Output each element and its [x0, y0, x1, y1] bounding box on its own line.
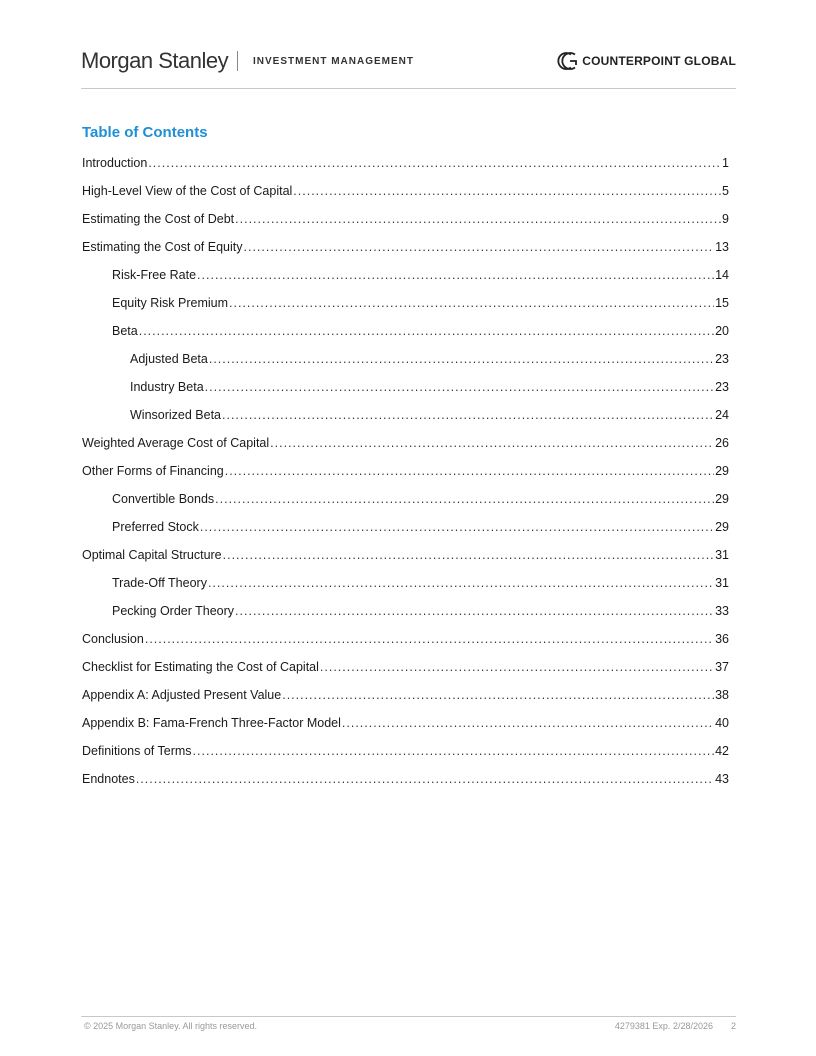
toc-leader-dots: [136, 772, 714, 786]
toc-leader-dots: [225, 464, 714, 478]
toc-leader-dots: [320, 660, 714, 674]
toc-entry[interactable]: [82, 604, 729, 632]
header-rule: [81, 88, 736, 89]
toc-entry[interactable]: [82, 212, 729, 240]
toc-entry[interactable]: [82, 240, 729, 268]
toc-entry[interactable]: [82, 716, 729, 744]
toc-entry-page[interactable]: 31: [715, 548, 729, 562]
toc-entry-page[interactable]: 20: [715, 324, 729, 338]
toc-entry[interactable]: [82, 156, 729, 184]
toc-entry-page[interactable]: 38: [715, 688, 729, 702]
counterpoint-c-icon: [556, 50, 578, 72]
toc-entry[interactable]: [82, 464, 729, 492]
toc-entry[interactable]: [82, 632, 729, 660]
toc-entry[interactable]: [82, 520, 729, 548]
footer-page-number: 2: [730, 1021, 736, 1031]
toc-leader-dots: [282, 688, 714, 702]
toc-entry[interactable]: [82, 324, 729, 352]
header-divider: [237, 51, 238, 71]
toc-entry-page[interactable]: 23: [715, 352, 729, 366]
toc-leader-dots: [139, 324, 714, 338]
toc-entry-title[interactable]: Estimating the Cost of Equity: [82, 240, 243, 254]
toc-entry-page[interactable]: 36: [715, 632, 729, 646]
footer-right: [615, 1021, 736, 1031]
counterpoint-label: COUNTERPOINT GLOBAL: [582, 54, 736, 68]
toc-leader-dots: [235, 212, 721, 226]
toc-entry[interactable]: [82, 772, 729, 800]
toc-entry-page[interactable]: 15: [715, 296, 729, 310]
toc-entry-title[interactable]: Endnotes: [82, 772, 135, 786]
toc-entry-page[interactable]: 42: [715, 744, 729, 758]
toc-leader-dots: [148, 156, 721, 170]
toc-entry-title[interactable]: Definitions of Terms: [82, 744, 192, 758]
toc-entry-page[interactable]: 26: [715, 436, 729, 450]
toc-entry-page[interactable]: 9: [722, 212, 729, 226]
toc-entry-page[interactable]: 14: [715, 268, 729, 282]
toc-leader-dots: [235, 604, 714, 618]
toc-entry-page[interactable]: 43: [715, 772, 729, 786]
toc-leader-dots: [222, 408, 714, 422]
toc-entry[interactable]: [82, 436, 729, 464]
toc-entry-title[interactable]: Appendix A: Adjusted Present Value: [82, 688, 282, 702]
toc-leader-dots: [215, 492, 714, 506]
toc-entry[interactable]: [82, 688, 729, 716]
toc-entry-title[interactable]: Industry Beta: [130, 380, 204, 394]
morgan-stanley-logo: Morgan Stanley: [81, 48, 229, 73]
toc-leader-dots: [244, 240, 715, 254]
toc-entry-title[interactable]: Pecking Order Theory: [112, 604, 235, 618]
toc-entry-title[interactable]: Trade-Off Theory: [112, 576, 207, 590]
toc-entry[interactable]: [82, 184, 729, 212]
footer-rule: [81, 1016, 736, 1017]
toc-entry-page[interactable]: 24: [715, 408, 729, 422]
toc-entry[interactable]: [82, 744, 729, 772]
toc-entry-title[interactable]: Convertible Bonds: [112, 492, 215, 506]
toc-entry-title[interactable]: High-Level View of the Cost of Capital: [82, 184, 293, 198]
toc-entry-page[interactable]: 29: [715, 520, 729, 534]
toc-entry-page[interactable]: 40: [715, 716, 729, 730]
toc-entry-page[interactable]: 5: [722, 184, 729, 198]
toc-entry[interactable]: [82, 408, 729, 436]
toc-entry-title[interactable]: Equity Risk Premium: [112, 296, 228, 310]
table-of-contents: [82, 156, 729, 800]
toc-leader-dots: [342, 716, 714, 730]
toc-entry[interactable]: [82, 380, 729, 408]
toc-entry-title[interactable]: Adjusted Beta: [130, 352, 208, 366]
toc-entry-page[interactable]: 31: [715, 576, 729, 590]
toc-leader-dots: [293, 184, 721, 198]
toc-leader-dots: [209, 352, 714, 366]
toc-entry[interactable]: [82, 660, 729, 688]
toc-leader-dots: [193, 744, 715, 758]
footer-copyright: © 2025 Morgan Stanley. All rights reserved.: [84, 1021, 258, 1031]
toc-entry-page[interactable]: 29: [715, 492, 729, 506]
toc-entry-title[interactable]: Checklist for Estimating the Cost of Capital: [82, 660, 319, 674]
toc-entry-page[interactable]: 29: [715, 464, 729, 478]
toc-entry-title[interactable]: Optimal Capital Structure: [82, 548, 222, 562]
toc-entry[interactable]: [82, 296, 729, 324]
toc-entry-page[interactable]: 37: [715, 660, 729, 674]
page-header: [81, 46, 736, 78]
division-label: INVESTMENT MANAGEMENT: [253, 56, 414, 67]
toc-entry-title[interactable]: Appendix B: Fama-French Three-Factor Model: [82, 716, 341, 730]
toc-entry[interactable]: [82, 576, 729, 604]
toc-leader-dots: [197, 268, 714, 282]
counterpoint-logo: [556, 50, 736, 72]
toc-leader-dots: [200, 520, 714, 534]
toc-title: Table of Contents: [82, 124, 208, 141]
toc-entry[interactable]: [82, 492, 729, 520]
toc-entry-title[interactable]: Conclusion: [82, 632, 144, 646]
toc-leader-dots: [208, 576, 714, 590]
toc-entry-title[interactable]: Preferred Stock: [112, 520, 199, 534]
toc-entry-page[interactable]: 23: [715, 380, 729, 394]
toc-entry-title[interactable]: Winsorized Beta: [130, 408, 222, 422]
toc-entry-title[interactable]: Risk-Free Rate: [112, 268, 197, 282]
toc-leader-dots: [145, 632, 714, 646]
toc-leader-dots: [223, 548, 714, 562]
toc-leader-dots: [270, 436, 714, 450]
toc-entry-title[interactable]: Weighted Average Cost of Capital: [82, 436, 270, 450]
toc-entry-page[interactable]: 1: [722, 156, 729, 170]
toc-entry-page[interactable]: 33: [715, 604, 729, 618]
toc-entry-title[interactable]: Beta: [112, 324, 138, 338]
toc-entry-title[interactable]: Other Forms of Financing: [82, 464, 224, 478]
toc-entry-title[interactable]: Introduction: [82, 156, 148, 170]
footer-doc-id: 4279381 Exp. 2/28/2026: [614, 1021, 713, 1031]
toc-entry[interactable]: [82, 352, 729, 380]
toc-leader-dots: [205, 380, 714, 394]
toc-entry-page[interactable]: 13: [715, 240, 729, 254]
toc-leader-dots: [229, 296, 714, 310]
toc-entry[interactable]: [82, 268, 729, 296]
toc-entry[interactable]: [82, 548, 729, 576]
toc-entry-title[interactable]: Estimating the Cost of Debt: [82, 212, 235, 226]
